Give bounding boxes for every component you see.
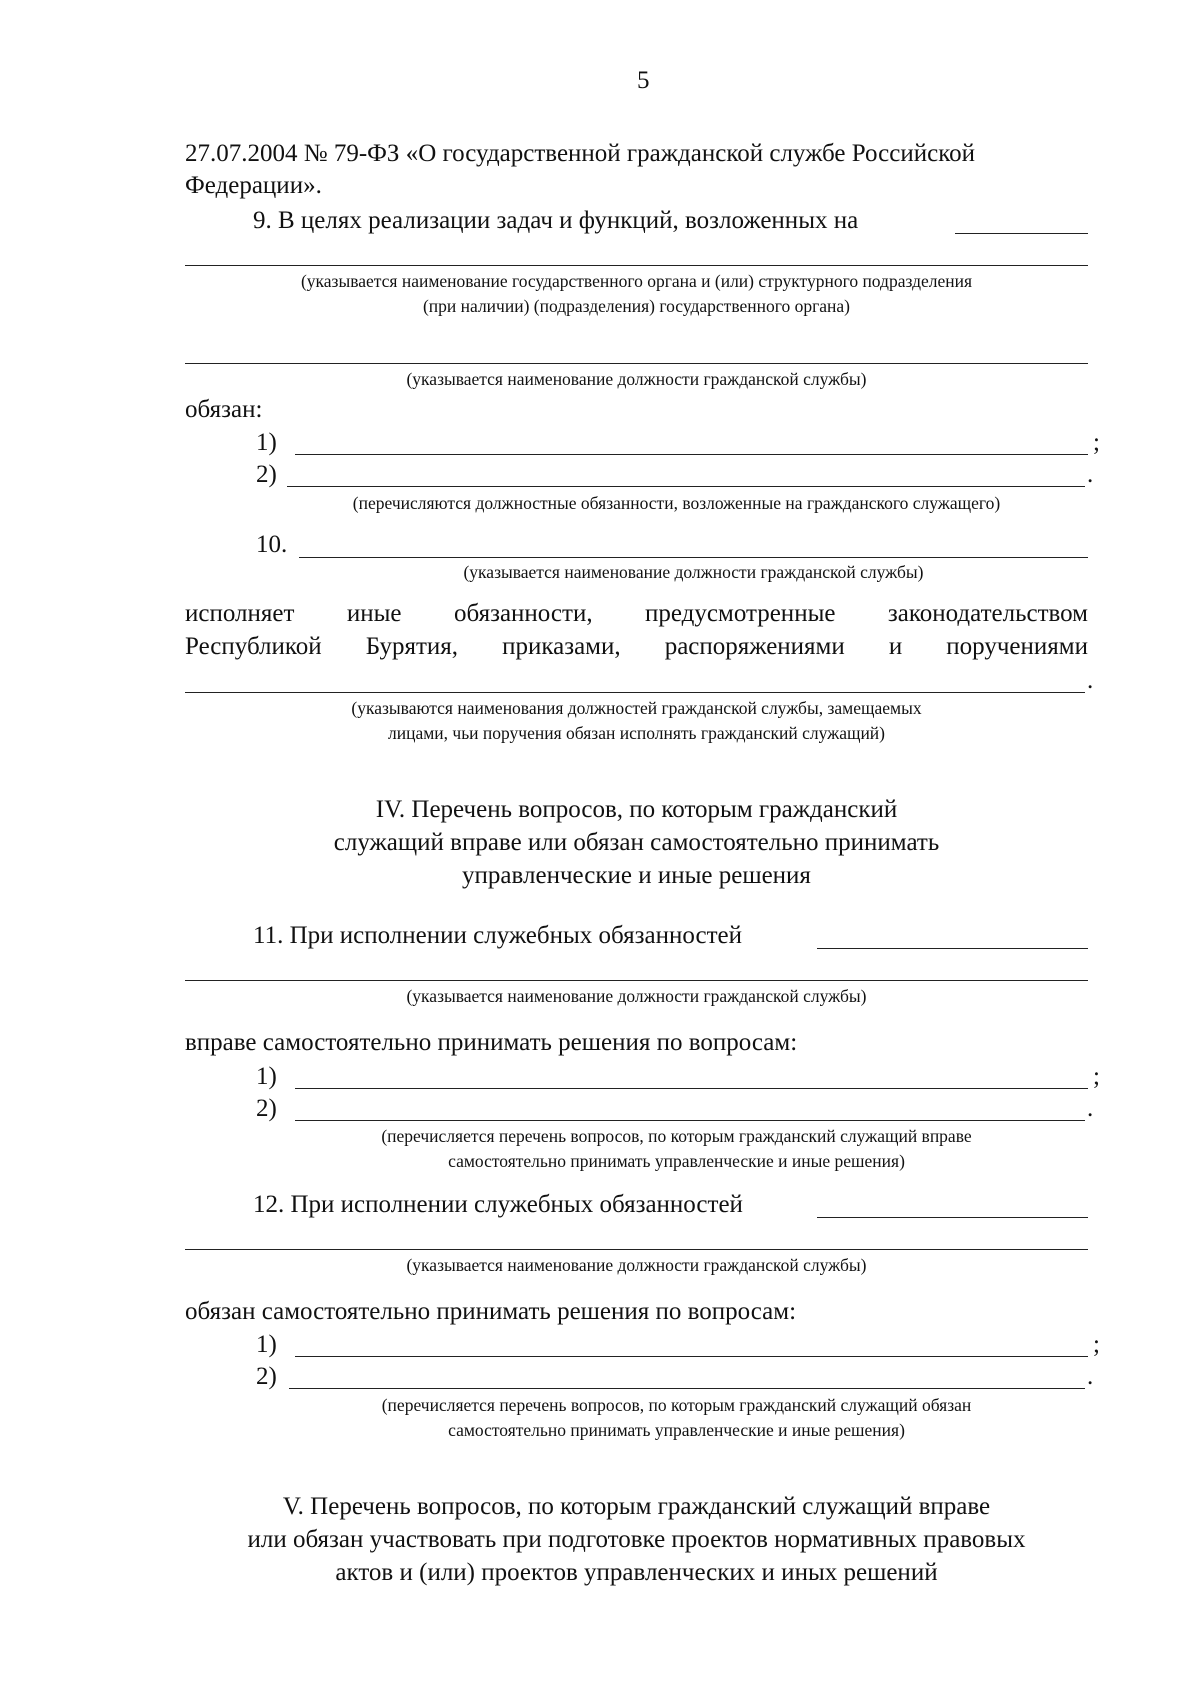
item-10-note-2: лицами, чьи поручения обязан исполнять гражданский служащий) (387, 723, 885, 743)
item-11-note-1: (перечисляется перечень вопросов, по которым гражданский служащий вправе (381, 1126, 972, 1146)
section-4-title-3: управленческие и иные решения (462, 862, 811, 889)
item-11-question-2-blank (295, 1120, 1085, 1121)
section-5-title-2: или обязан участвовать при подготовке проектов нормативных правовых (247, 1526, 1026, 1553)
item-11-question-1-semicolon: ; (1093, 1063, 1100, 1090)
item-10-position-blank (299, 557, 1088, 558)
item-11-text: 11. При исполнении служебных обязанностей (253, 922, 742, 949)
item-10-line-2-word: Бурятия, (365, 633, 459, 660)
item-10-line-2 (185, 632, 1088, 662)
item-9-org-blank-short (955, 233, 1088, 234)
item-11-entitled-label: вправе самостоятельно принимать решения по вопросам: (185, 1029, 798, 1056)
item-9-text: 9. В целях реализации задач и функций, возложенных на (253, 207, 859, 234)
item-12-question-2-number: 2) (256, 1363, 277, 1390)
intro-line-2: Федерации». (185, 172, 322, 199)
item-10-authority-blank (185, 692, 1085, 693)
item-11-question-1-number: 1) (256, 1063, 277, 1090)
item-10-line-1-word: законодательством (887, 600, 1088, 627)
item-9-duty-2-number: 2) (256, 461, 277, 488)
item-12-question-1-semicolon: ; (1093, 1331, 1100, 1358)
item-9-duty-1-number: 1) (256, 429, 277, 456)
item-9-duty-1-semicolon: ; (1093, 429, 1100, 456)
item-10-line-1 (185, 599, 1088, 629)
item-12-question-2-blank (289, 1388, 1085, 1389)
item-12-note-position: (указывается наименование должности гражданской службы) (406, 1255, 867, 1275)
item-10-line-2-word: Республикой (185, 633, 322, 660)
section-5-title-3: актов и (или) проектов управленческих и иных решений (335, 1559, 938, 1586)
page-number: 5 (637, 67, 650, 94)
item-12-position-blank-short (817, 1217, 1088, 1218)
item-9-position-blank-line (185, 363, 1088, 364)
section-4-title-1: IV. Перечень вопросов, по которым гражданский (375, 796, 898, 823)
section-5-title-1: V. Перечень вопросов, по которым гражданский служащий вправе (282, 1493, 991, 1520)
item-9-note-duties: (перечисляются должностные обязанности, возложенные на гражданского служащего) (352, 493, 1001, 513)
item-11-note-position: (указывается наименование должности гражданской службы) (406, 986, 867, 1006)
item-12-obliged-label: обязан самостоятельно принимать решения по вопросам: (185, 1298, 797, 1325)
item-12-question-1-blank (295, 1356, 1088, 1357)
item-12-note-2: самостоятельно принимать управленческие и иные решения) (448, 1420, 905, 1440)
item-12-note-1: (перечисляется перечень вопросов, по которым гражданский служащий обязан (381, 1395, 972, 1415)
item-10-line-2-word: приказами, (502, 633, 621, 660)
item-10-note-1: (указываются наименования должностей гражданской службы, замещаемых (351, 698, 922, 718)
intro-line-1: 27.07.2004 № 79-ФЗ «О государственной гражданской службе Российской (185, 140, 975, 167)
item-10-line-1-word: исполняет (185, 600, 295, 627)
item-9-duty-2-blank (287, 486, 1085, 487)
item-11-position-blank-short (817, 948, 1088, 949)
item-10-note-position: (указывается наименование должности гражданской службы) (463, 562, 924, 582)
item-10-line-2-word: распоряжениями (664, 633, 845, 660)
item-9-duty-2-period: . (1087, 461, 1094, 488)
item-9-duty-1-blank (295, 454, 1088, 455)
item-12-text: 12. При исполнении служебных обязанностей (253, 1191, 743, 1218)
item-12-question-2-period: . (1087, 1363, 1094, 1390)
item-11-question-2-number: 2) (256, 1095, 277, 1122)
item-10-line-2-word: и (888, 633, 903, 660)
item-10-line-1-word: обязанности, (453, 600, 593, 627)
item-10-period: . (1087, 667, 1094, 694)
item-11-position-blank-line (185, 980, 1088, 981)
item-10-line-1-word: предусмотренные (645, 600, 836, 627)
item-9-org-blank-line (185, 265, 1088, 266)
item-9-note-org-1: (указывается наименование государственного органа и (или) структурного подразделения (300, 271, 973, 291)
item-9-obliged-label: обязан: (185, 396, 263, 423)
item-11-question-1-blank (295, 1088, 1088, 1089)
item-10-line-1-word: иные (346, 600, 402, 627)
item-11-note-2: самостоятельно принимать управленческие и иные решения) (448, 1151, 905, 1171)
item-9-note-position: (указывается наименование должности гражданской службы) (406, 369, 867, 389)
item-9-note-org-2: (при наличии) (подразделения) государственного органа) (422, 296, 851, 316)
item-12-question-1-number: 1) (256, 1331, 277, 1358)
item-12-position-blank-line (185, 1249, 1088, 1250)
item-10-line-2-word: поручениями (946, 633, 1088, 660)
item-11-question-2-period: . (1087, 1095, 1094, 1122)
item-10-number: 10. (256, 531, 288, 558)
section-4-title-2: служащий вправе или обязан самостоятельно принимать (333, 829, 940, 856)
